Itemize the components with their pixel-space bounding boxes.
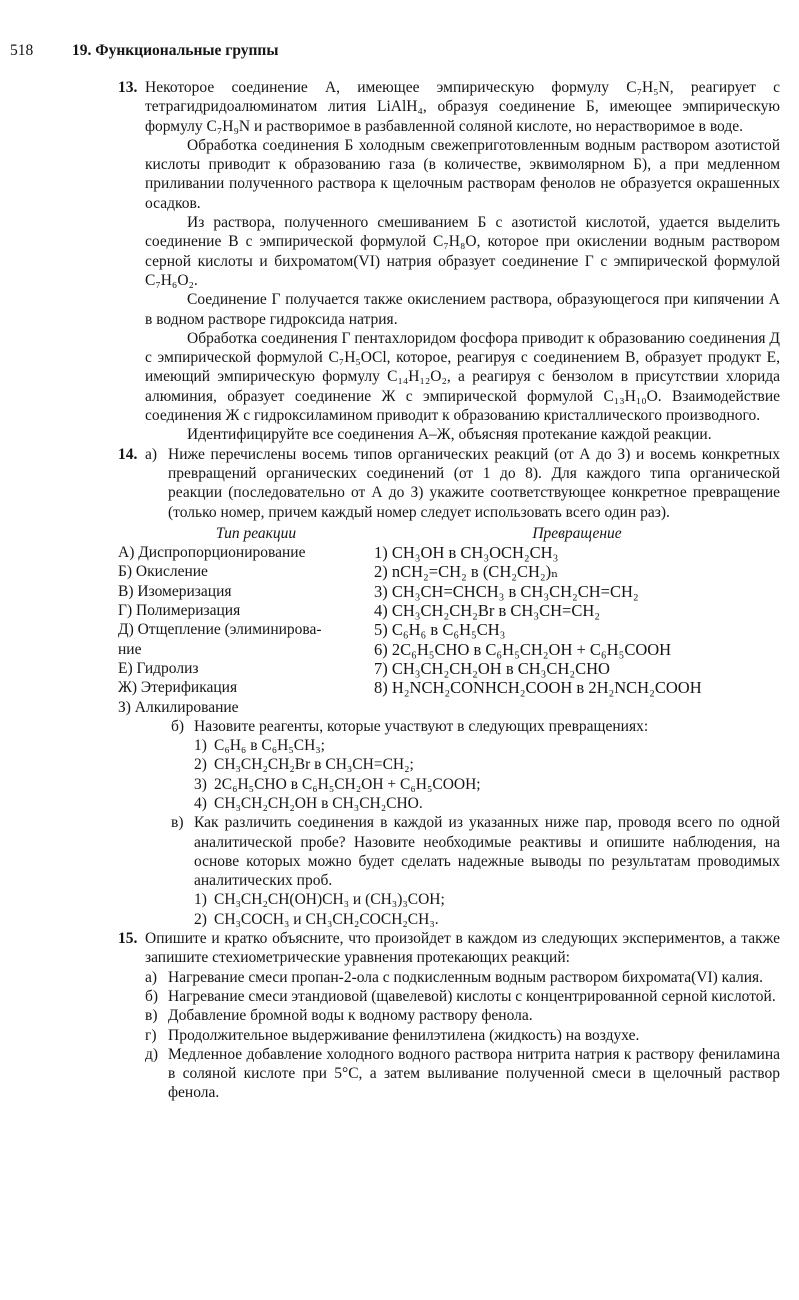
item-text: Добавление бромной воды к водному раствору фенола. bbox=[168, 1007, 533, 1025]
paragraph: Соединение Г получается также окислением раствора, образующегося при кипячении А в водном растворе гидроксида натрия. bbox=[145, 291, 780, 328]
problem-number: 14. bbox=[118, 445, 138, 463]
part-label: в) bbox=[171, 814, 184, 832]
reaction-type: ние bbox=[118, 640, 142, 658]
conversion: 5) C₆H₆ в C₆H₅CH₃ bbox=[374, 620, 506, 640]
list-item bbox=[145, 755, 780, 774]
conversion: 6) 2C₆H₅CHO в C₆H₅CH₂OH + C₆H₅COOH bbox=[374, 639, 672, 659]
conversions-column bbox=[374, 524, 780, 717]
item-label: 2) bbox=[194, 910, 207, 928]
item-text: CH₃CH₂CH₂OH в CH₃CH₂CHO. bbox=[214, 794, 423, 812]
part-a bbox=[145, 445, 780, 522]
part-b-text: Назовите реагенты, которые участвуют в следующих превращениях: bbox=[194, 717, 649, 735]
list-item bbox=[145, 1045, 780, 1103]
reaction-matching-table bbox=[118, 524, 780, 717]
item-label: а) bbox=[145, 968, 158, 986]
column-header: Превращение bbox=[532, 524, 622, 542]
part-c bbox=[145, 813, 780, 890]
item-text: Нагревание смеси пропан-2-ола с подкисленным водным раствором бихромата(VI) калия. bbox=[168, 968, 764, 986]
problem-15 bbox=[118, 929, 780, 1103]
reaction-type: В) Изомеризация bbox=[118, 582, 232, 600]
conversion: 3) CH₃CH=CHCH₃ в CH₃CH₂CH=CH₂ bbox=[374, 581, 639, 601]
item-text: CH₃CH₂CH₂Br в CH₃CH=CH₂; bbox=[214, 756, 414, 774]
item-label: 3) bbox=[194, 775, 207, 793]
paragraph: Обработка соединения Б холодным свежеприготовленным водным раствором азотистой кислоты приводит к образованию газа (в количестве, эквимолярном Б), а при медленном приливании полученного раствора к щелочным растворам фенолов не образуется окрашенных осадков. bbox=[145, 136, 780, 212]
paragraph: Обработка соединения Г пентахлоридом фосфора приводит к образованию соединения Д с эмпирической формулой C₇H₅OCl, которое, реагируя с соединением В, образует продукт Е, имеющий эмпирическую формулу C₁₄H₁₂O₂, а реагируя с бензолом в присутствии хлорида алюминия, образует соединение Ж с эмпирической формулой C₁₃H₁₀O. Взаимодействие соединения Ж с гидроксиламином приводит к образованию кристаллического производного. bbox=[145, 329, 780, 425]
part-b bbox=[145, 717, 780, 736]
item-label: 4) bbox=[194, 794, 207, 812]
list-item bbox=[145, 987, 780, 1006]
problem-13 bbox=[118, 78, 780, 445]
part-a-text: Ниже перечислены восемь типов органических реакций (от А до З) и восемь конкретных превращений органических соединений (от 1 до 8). Для каждого типа органической реакции (последовательно от А до З) укажите соответствующее конкретное превращение (только номер, причем каждый номер следует использовать всего один раз). bbox=[168, 445, 780, 521]
conversion: 4) CH₃CH₂CH₂Br в CH₃CH=CH₂ bbox=[374, 601, 601, 621]
paragraph: Идентифицируйте все соединения А–Ж, объясняя протекание каждой реакции. bbox=[187, 426, 712, 444]
problem-intro: Опишите и кратко объясните, что произойдет в каждом из следующих экспериментов, а также запишите стехиометрические уравнения протекающих реакций: bbox=[145, 930, 780, 967]
reaction-type: А) Диспропорционирование bbox=[118, 544, 306, 562]
reaction-type: Ж) Этерификация bbox=[118, 679, 238, 697]
list-item bbox=[145, 1026, 780, 1045]
item-label: б) bbox=[145, 987, 159, 1005]
reaction-type: Д) Отщепление (элиминирова- bbox=[118, 621, 322, 639]
item-text: 2C₆H₅CHO в C₆H₅CH₂OH + C₆H₅COOH; bbox=[214, 775, 481, 793]
reaction-type: Б) Окисление bbox=[118, 563, 208, 581]
item-label: г) bbox=[145, 1026, 157, 1044]
item-text: CH₃COCH₃ и CH₃CH₂COCH₂CH₃. bbox=[214, 910, 439, 928]
conversion: 1) CH₃OH в CH₃OCH₂CH₃ bbox=[374, 543, 559, 563]
page-number: 518 bbox=[10, 42, 34, 59]
problem-number: 15. bbox=[118, 930, 138, 948]
item-text: Продолжительное выдерживание фенилэтилена (жидкость) на воздухе. bbox=[168, 1026, 640, 1044]
part-label: а) bbox=[145, 445, 158, 463]
list-item bbox=[145, 910, 780, 929]
list-item bbox=[145, 794, 780, 813]
problem-14 bbox=[118, 445, 780, 929]
list-item bbox=[145, 736, 780, 755]
problem-number: 13. bbox=[118, 79, 138, 96]
item-label: 2) bbox=[194, 756, 207, 774]
conversion: 2) nCH₂=CH₂ в (CH₂CH₂)ₙ bbox=[374, 562, 559, 582]
reaction-type: З) Алкилирование bbox=[118, 698, 239, 716]
reaction-type: Е) Гидролиз bbox=[118, 659, 199, 677]
item-text: C₆H₆ в C₆H₅CH₃; bbox=[214, 737, 325, 755]
item-label: 1) bbox=[194, 891, 207, 909]
page-content bbox=[118, 78, 780, 1103]
list-item bbox=[145, 890, 780, 909]
paragraph: Некоторое соединение А, имеющее эмпирическую формулу C₇H₅N, реагирует с тетрагидридоалюминатом лития LiAlH₄, образуя соединение Б, имеющее эмпирическую формулу C₇H₉N и растворимое в разбавленной соляной кислоте, но нерастворимое в воде. bbox=[145, 79, 780, 135]
item-text: Медленное добавление холодного водного раствора нитрита натрия к раствору фениламина в соляной кислоте при 5°C, а затем выливание полученной смеси в щелочный раствор фенола. bbox=[168, 1045, 780, 1102]
item-text: Нагревание смеси этандиовой (щавелевой) кислоты с концентрированной серной кислотой. bbox=[168, 987, 776, 1005]
part-c-text: Как различить соединения в каждой из указанных ниже пар, проводя всего по одной аналитической пробе? Назовите необходимые реактивы и опишите наблюдения, на основе которых можно будет сделать надежные выводы по результатам проводимых аналитических проб. bbox=[194, 814, 780, 890]
part-label: б) bbox=[171, 717, 185, 735]
item-text: CH₃CH₂CH(OH)CH₃ и (CH₃)₃COH; bbox=[214, 891, 445, 909]
chapter-title: 19. Функциональные группы bbox=[72, 42, 279, 59]
item-label: 1) bbox=[194, 737, 207, 755]
reaction-type: Г) Полимеризация bbox=[118, 602, 241, 620]
reaction-types-column bbox=[118, 524, 374, 717]
running-head bbox=[10, 41, 278, 60]
paragraph: Из раствора, полученного смешиванием Б с азотистой кислотой, удается выделить соединение В с эмпирической формулой C₇H₈O, которое при окислении водным раствором серной кислоты и бихроматом(VI) натрия образует соединение Г с эмпирической формулой C₇H₆O₂. bbox=[145, 214, 780, 289]
column-header: Тип реакции bbox=[215, 524, 297, 542]
item-label: д) bbox=[145, 1045, 159, 1063]
item-label: в) bbox=[145, 1007, 158, 1025]
conversion: 7) CH₃CH₂CH₂OH в CH₃CH₂CHO bbox=[374, 658, 610, 678]
list-item bbox=[145, 775, 780, 794]
list-item bbox=[145, 1006, 780, 1025]
conversion: 8) H₂NCH₂CONHCH₂COOH в 2H₂NCH₂COOH bbox=[374, 678, 702, 698]
list-item bbox=[145, 968, 780, 987]
